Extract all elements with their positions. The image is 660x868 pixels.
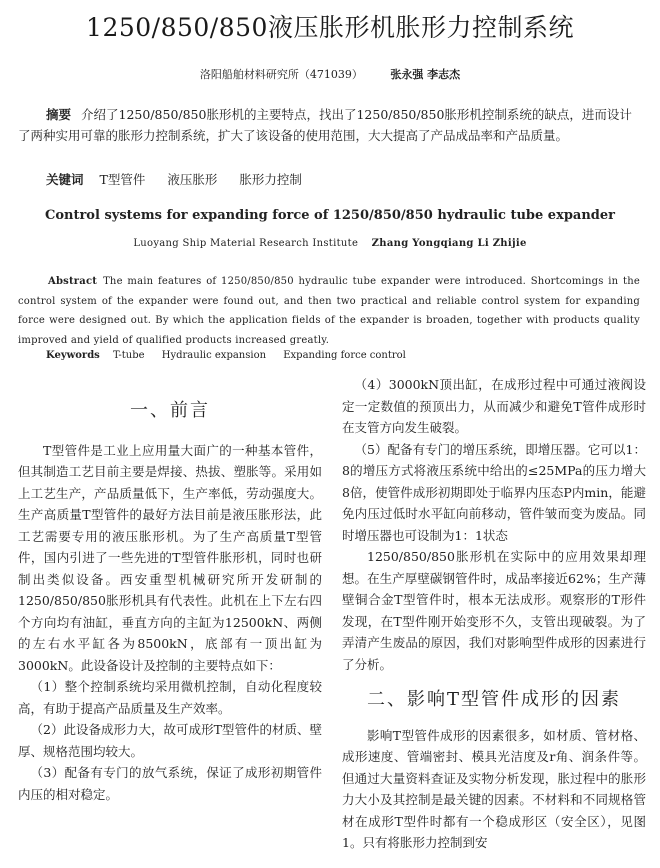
abstract-en-label: Abstract [48, 276, 98, 287]
abstract-en [18, 272, 640, 350]
body-paragraph: 1250/850/850胀形机在实际中的应用效果却理想。在生产厚壁碳钢管件时，成品率接近62%；生产薄壁铜合金T型管件时，根本无法成形。观察形的T形件发现，在T型件刚开始变形不久，支管出现破裂。为了弄清产生废品的原因，我们对影响型件成形的因素进行了分析。 [342, 549, 646, 672]
list-item: （5）配备有专门的增压系统，即增压器。它可以1：8的增压方式将液压系统中给出的≤25MPa的压力增大8倍，使管件成形初期即处于临界内压态P内min，能避免内压过低时水平缸向前移动，管件皱而变为废品。同时增压器也可设制为1：1状态 [342, 441, 646, 543]
keywords-cn [46, 170, 320, 188]
right-column [342, 374, 646, 854]
abstract-cn-label: 摘要 [46, 107, 72, 122]
affiliation-en-org: Luoyang Ship Material Research Institute [133, 238, 359, 249]
keywords-en [46, 350, 420, 361]
keyword-cn: 胀形力控制 [239, 172, 302, 187]
keyword-cn: T型管件 [99, 172, 146, 187]
section-heading: 二、影响T型管件成形的因素 [366, 689, 621, 710]
paper-title: 1250/850/850液压胀形机胀形力控制系统 [86, 13, 574, 42]
list-item: （4）3000kN顶出缸，在成形过程中可通过液阀设定一定数值的预顶出力，从而减少和避免T管件成形时在支管方向发生破裂。 [342, 377, 646, 435]
paper-title-en: Control systems for expanding force of 1250/850/850 hydraulic tube expander [44, 208, 615, 223]
list-item: （3）配备有专门的放气系统，保证了成形初期管件内压的相对稳定。 [18, 765, 322, 802]
list-item: （2）此设备成形力大，故可成形T型管件的材质、壁厚、规格范围均较大。 [18, 722, 322, 759]
keyword-cn: 液压胀形 [167, 172, 218, 187]
left-column [18, 396, 322, 805]
authors: 张永强 李志杰 [390, 68, 461, 81]
body-paragraph: T型管件是工业上应用量大面广的一种基本管件，但其制造工艺目前主要是焊接、热拔、塑胀等。采用如上工艺生产，产品质量低下，生产率低，劳动强度大。生产高质量T型管件的最好方法目前是液压胀形法，此工艺需要专用的液压胀形机。为了生产高质量T型管件，国内引进了一些先进的T型管件胀形机，同时也研制出类似设备。西安重型机械研究所开发研制的1250/850/850胀形机具有代表性。此机在上下左右四个方向均有油缸，垂直方向的主缸为12500kN、两侧的左右水平缸各为8500kN，底部有一顶出缸为3000kN。此设备设计及控制的主要特点如下： [18, 442, 322, 673]
list-item: （1）整个控制系统均采用微机控制，自动化程度较高，有助于提高产品质量及生产效率。 [18, 679, 322, 716]
section-heading: 一、前言 [130, 400, 210, 421]
affiliation-en [0, 238, 660, 249]
affiliation [0, 66, 660, 82]
abstract-cn [18, 104, 638, 146]
abstract-en-text: The main features of 1250/850/850 hydraulic tube expander were introduced. Shortcomings in the control system of the expander were found out, and then two practical and reliable control system for expanding force were designed out. By which the application fields of the expander is broaden, together with products quality improved and yield of qualified products increased greatly. [18, 276, 640, 346]
keyword-en: T-tube [113, 350, 145, 361]
keyword-en: Expanding force control [283, 350, 406, 361]
keywords-cn-label: 关键词 [46, 172, 84, 187]
keyword-en: Hydraulic expansion [161, 350, 267, 361]
abstract-cn-text: 介绍了1250/850/850胀形机的主要特点，找出了1250/850/850胀形机控制系统的缺点，进而设计了两种实用可靠的胀形力控制系统，扩大了该设备的使用范围，大大提高了产品成品率和产品质量。 [18, 107, 632, 143]
affiliation-org: 洛阳船舶材料研究所（471039） [199, 68, 363, 81]
authors-en: Zhang Yongqiang Li Zhijie [371, 238, 527, 249]
keywords-en-label: Keywords [46, 350, 100, 361]
body-paragraph: 影响T型管件成形的因素很多，如材质、管材格、成形速度、管端密封、模具光洁度及r角、润条件等。但通过大量资料查证及实物分析发现，胀过程中的胀形力大小及其控制是最关键的因素。不材料和不同规格管材在成形T型件时都有一个稳成形区（安全区），见图1。只有将胀形力控制到安 [342, 727, 646, 850]
